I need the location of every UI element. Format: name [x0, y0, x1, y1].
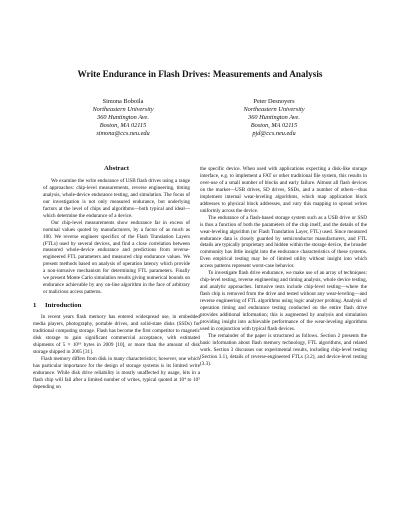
body-paragraph: The endurance of a flash-based storage system such as a USB drive or SSD is thus a function of both the parameters of the chip itself, and the details of the wear-leveling algorithm (or Flash Translation Layer, FTL) used. Since measured endurance data is closely guarded by semiconductor manufacturers, and FTL details are typically proprietary and hidden within the storage device, the broader community has little insight into the endurance characteristics of these systems. Even empirical testing may be of limited utility without insight into which access patterns represent worst-case behavior.: [200, 214, 368, 270]
author-address-city: Boston, MA 02115: [99, 122, 147, 130]
paper-title: Write Endurance in Flash Drives: Measurements and Analysis: [77, 69, 323, 79]
left-column: [33, 166, 200, 391]
section-number: 1: [33, 302, 37, 310]
body-paragraph: To investigate flash drive endurance, we make use of an array of techniques: chip-level testing, reverse engineering and timing analysis, whole device testing, and analytic approaches. Intrusive tests include chip-level testing—where the flash chip is removed from the drive and tested without any wear-leveling—and reverse engineering of FTL algorithms using logic analyzer probing. Analysis of operation timing and endurance testing conducted on the entire flash drive provides additional information; this is augmented by analysis and simulation providing insight into achievable performance of the wear-leveling algorithms used in conjunction with typical flash devices.: [200, 270, 367, 332]
author-email: pjd@ccs.neu.edu: [252, 130, 296, 138]
author-address-street: 360 Huntington Ave.: [97, 114, 149, 122]
section-title: Introduction: [45, 302, 82, 310]
author-name: Simona Boboila: [102, 98, 144, 105]
author-name: Peter Desnoyers: [253, 98, 295, 105]
body-paragraph: The remainder of the paper is structured as follows. Section 2 presents the basic information about flash memory technology, FTL algorithms, and related work. Section 3 discusses our experimental results, including chip-level testing (Section 3.1), details of reverse-engineered FTLs (3.2), and device-level testing (3.3).: [200, 332, 367, 367]
author-block-1: [63, 98, 183, 138]
author-address-city: Boston, MA 02115: [250, 122, 298, 130]
abstract-body: [33, 178, 200, 296]
abstract-paragraph: Our chip-level measurements show endurance far in excess of nominal values quoted by manufacturers, by a factor of as much as 100. We reverse engineer specifics of the Flash Translation Layers (FTLs) used by several devices, and find a close correlation between measured whole-device endurance and predictions from reverse-engineered FTL parameters and measured chip endurance values. We present methods based on analysis of operation latency which provide a non-intrusive mechanism for determining FTL parameters. Finally we present Monte Carlo simulation results giving numerical bounds on endurance achievable by any on-line algorithm in the face of arbitrary or malicious access patterns.: [43, 219, 190, 296]
intro-paragraph: Flash memory differs from disk in many characteristics; however, one which has particular importance for the design of storage systems is its limited write endurance. While disk drive reliability is mostly unaffected by usage, bits in a flash chip will fail after a limited number of writes, typical quoted at 10⁴ to 10⁵ depending on: [33, 355, 200, 390]
abstract-heading: Abstract: [104, 165, 129, 172]
abstract-paragraph: We examine the write endurance of USB flash drives using a range of approaches: chip-level measurements, reverse engineering, timing analysis, whole-device endurance testing, and simulation. The focus of our investigation is not only measured endurance, but underlying factors at the level of chips and algorithms—both typical and ideal—which determine the endurance of a device.: [43, 177, 190, 219]
author-email: simona@ccs.neu.edu: [96, 130, 150, 138]
author-affiliation: Northeastern University: [243, 106, 305, 114]
section-heading-introduction: [33, 303, 200, 310]
right-column: [200, 166, 367, 368]
body-paragraph: the specific device. When used with applications expecting a disk-like storage interface, e.g. to implement a FAT or other traditional file system, this results in over-use of a small number of blocks and early failure. Almost all flash devices on the market—USB drives, SD drives, SSDs, and a number of others—thus implement internal wear-leveling algorithms, which map application block addresses to physical block addresses, and vary this mapping to spread writes uniformly across the device.: [200, 166, 367, 214]
author-block-2: [214, 98, 334, 138]
author-affiliation: Northeastern University: [92, 106, 154, 114]
author-address-street: 360 Huntington Ave.: [248, 114, 300, 122]
intro-paragraph: In recent years flash memory has entered widespread use, in embedded media players, photography, portable drives, and solid-state disks (SSDs) for traditional computing storage. Flash has become the first competitor to magnetic disk storage to gain significant commercial acceptance, with estimated shipments of 5 × 10¹⁹ bytes in 2009 [10], or more than the amount of disk storage shipped in 2005 [31].: [33, 314, 200, 355]
